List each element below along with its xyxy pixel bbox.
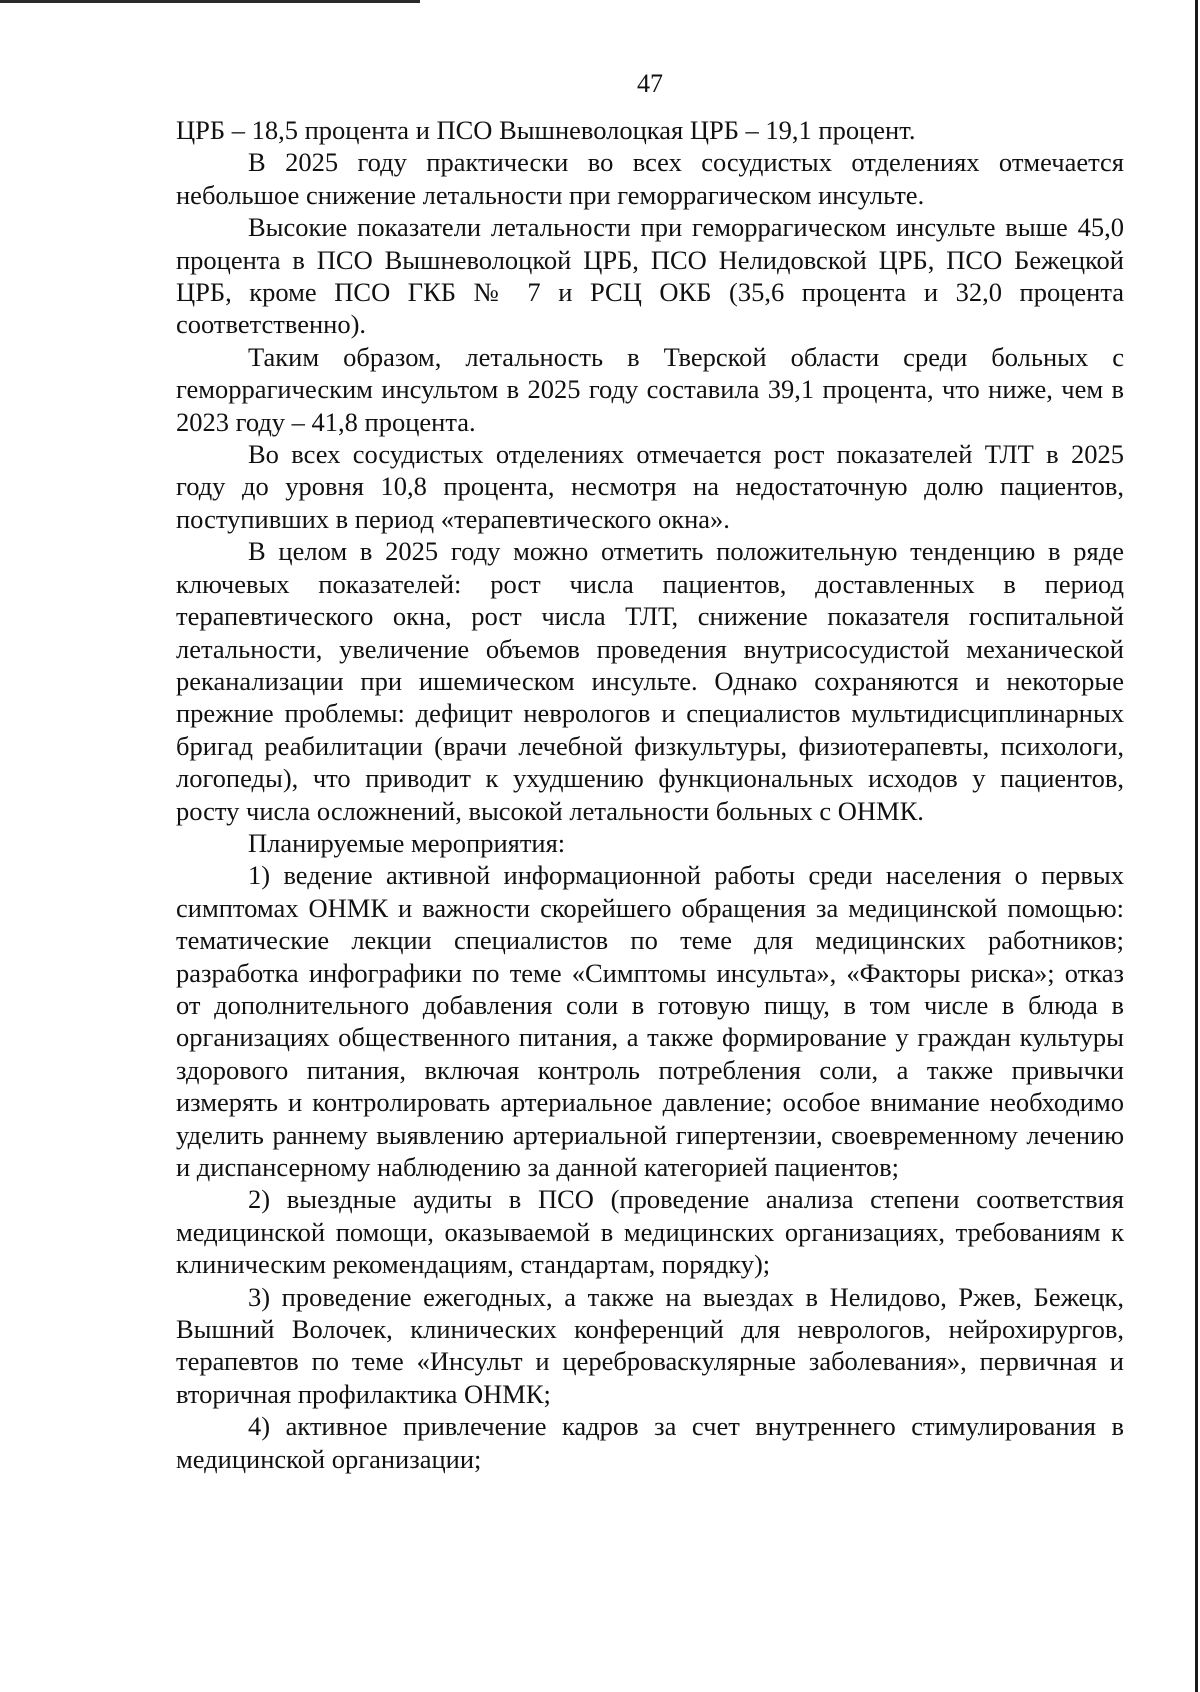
- scan-edge-top: [0, 0, 420, 3]
- paragraph-regional-mortality: Таким образом, летальность в Тверской области среди больных с геморрагическим инсультом в 2025 году составила 39,1 процента, что ниже, чем в 2023 году – 41,8 процента.: [176, 341, 1124, 437]
- paragraph-continuation: ЦРБ – 18,5 процента и ПСО Вышневолоцкая ЦРБ – 19,1 процент.: [176, 115, 916, 145]
- list-item-4: 4) активное привлечение кадров за счет внутреннего стимулирования в медицинской организации;: [176, 1411, 1124, 1474]
- paragraph-mortality-decline: В 2025 году практически во всех сосудистых отделениях отмечается небольшое снижение летальности при геморрагическом инсульте.: [176, 147, 1124, 210]
- list-item-2: 2) выездные аудиты в ПСО (проведение анализа степени соответствия медицинской помощи, оказываемой в медицинских организациях, требованиям к клиническим рекомендациям, стандартам, порядку);: [176, 1184, 1124, 1280]
- list-item-1: 1) ведение активной информационной работы среди населения о первых симптомах ОНМК и важности скорейшего обращения за медицинской помощью: тематические лекции специалистов по теме для медицинских работников; разработка инфографики по теме «Симптомы инсульта», «Факторы риска»; отказ от дополнительного добавления соли в готовую пищу, в том числе в блюда в организациях общественного питания, а также формирование у граждан культуры здорового питания, включая контроль потребления соли, а также привычки измерять и контролировать артериальное давление; особое внимание необходимо уделить раннему выявлению артериальной гипертензии, своевременному лечению и диспансерному наблюдению за данной категорией пациентов;: [176, 860, 1124, 1182]
- scan-edge-right: [1195, 0, 1198, 1692]
- paragraph-planned-heading: Планируемые мероприятия:: [248, 827, 566, 858]
- paragraph-high-mortality: Высокие показатели летальности при геморрагическом инсульте выше 45,0 процента в ПСО Вышневолоцкой ЦРБ, ПСО Нелидовской ЦРБ, ПСО Бежецкой ЦРБ, кроме ПСО ГКБ № 7 и РСЦ ОКБ (35,6 процента и 32,0 процента соответственно).: [176, 212, 1124, 340]
- paragraph-tlt-growth: Во всех сосудистых отделениях отмечается рост показателей ТЛТ в 2025 году до уровня 10,8 процента, несмотря на недостаточную долю пациентов, поступивших в период «терапевтического окна».: [176, 439, 1124, 534]
- document-body: [176, 114, 1124, 1475]
- page-number: 47: [637, 69, 663, 98]
- paragraph-summary: В целом в 2025 году можно отметить положительную тенденцию в ряде ключевых показателей: рост числа пациентов, доставленных в период терапевтического окна, рост числа ТЛТ, снижение показателя госпитальной летальности, увеличение объемов проведения внутрисосудистой механической реканализации при ишемическом инсульте. Однако сохраняются и некоторые прежние проблемы: дефицит неврологов и специалистов мультидисциплинарных бригад реабилитации (врачи лечебной физкультуры, физиотерапевты, психологи, логопеды), что приводит к ухудшению функциональных исходов у пациентов, росту числа осложнений, высокой летальности больных с ОНМК.: [176, 536, 1124, 826]
- list-item-3: 3) проведение ежегодных, а также на выездах в Нелидово, Ржев, Бежецк, Вышний Волочек, клинических конференций для неврологов, нейрохирургов, терапевтов по теме «Инсульт и цереброваскулярные заболевания», первичная и вторичная профилактика ОНМК;: [176, 1281, 1124, 1409]
